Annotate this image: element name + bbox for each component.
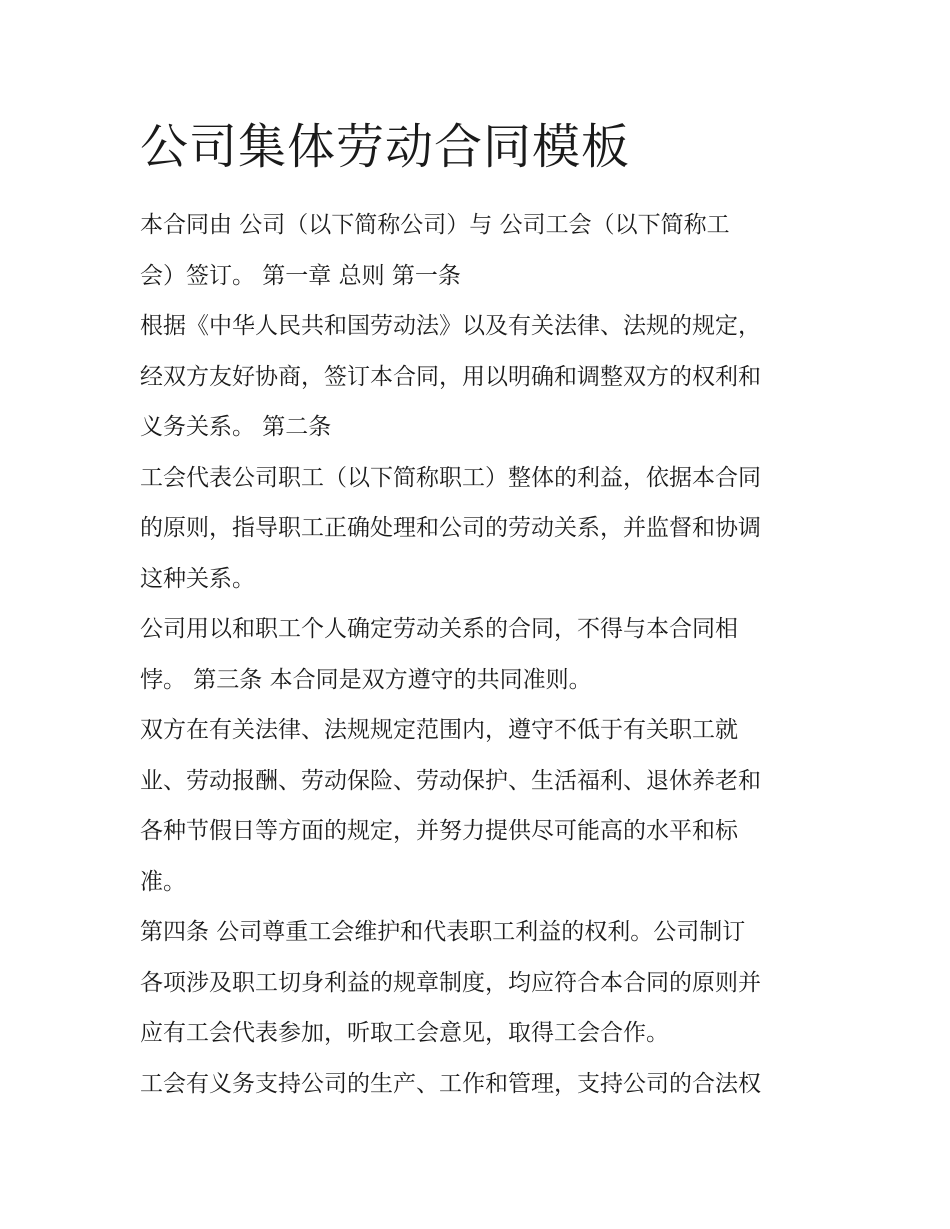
text-line: 悖。 第三条 本合同是双方遵守的共同准则。: [140, 666, 592, 693]
text-line: 双方在有关法律、法规规定范围内，遵守不低于有关职工就: [140, 717, 738, 743]
text-line: 工会代表公司职工（以下简称职工）整体的利益，依据本合同: [140, 464, 761, 491]
paragraph-1: [140, 200, 820, 301]
text-line: 的原则，指导职工正确处理和公司的劳动关系，并监督和协调: [140, 515, 761, 541]
text-line: 义务关系。 第二条: [140, 414, 332, 440]
paragraph-6: [140, 907, 820, 1059]
text-line: 第四条 公司尊重工会维护和代表职工利益的权利。公司制订: [140, 919, 746, 945]
text-line: 业、劳动报酬、劳动保险、劳动保护、生活福利、退休养老和: [140, 767, 761, 794]
document-title: 公司集体劳动合同模板: [140, 119, 631, 175]
text-line: 工会有义务支持公司的生产、工作和管理，支持公司的合法权: [140, 1070, 761, 1097]
paragraph-4: [140, 604, 820, 705]
text-line: 经双方友好协商，签订本合同，用以明确和调整双方的权利和: [140, 363, 761, 390]
text-line: 根据《中华人民共和国劳动法》以及有关法律、法规的规定，: [140, 313, 761, 339]
text-line: 这种关系。: [140, 565, 255, 592]
text-line: 各项涉及职工切身利益的规章制度，均应符合本合同的原则并: [140, 969, 761, 996]
text-line: 公司用以和职工个人确定劳动关系的合同，不得与本合同相: [140, 616, 738, 642]
paragraph-5: [140, 705, 820, 907]
paragraph-3: [140, 453, 820, 605]
text-line: 本合同由 公司（以下简称公司）与 公司工会（以下简称工: [140, 212, 730, 238]
paragraph-7: [140, 1059, 820, 1110]
document-page: [140, 112, 820, 1109]
text-line: 各种节假日等方面的规定，并努力提供尽可能高的水平和标: [140, 818, 738, 844]
text-line: 会）签订。 第一章 总则 第一条: [140, 262, 461, 289]
text-line: 准。: [140, 868, 186, 895]
text-line: 应有工会代表参加，听取工会意见，取得工会合作。: [140, 1020, 669, 1046]
paragraph-2: [140, 301, 820, 453]
